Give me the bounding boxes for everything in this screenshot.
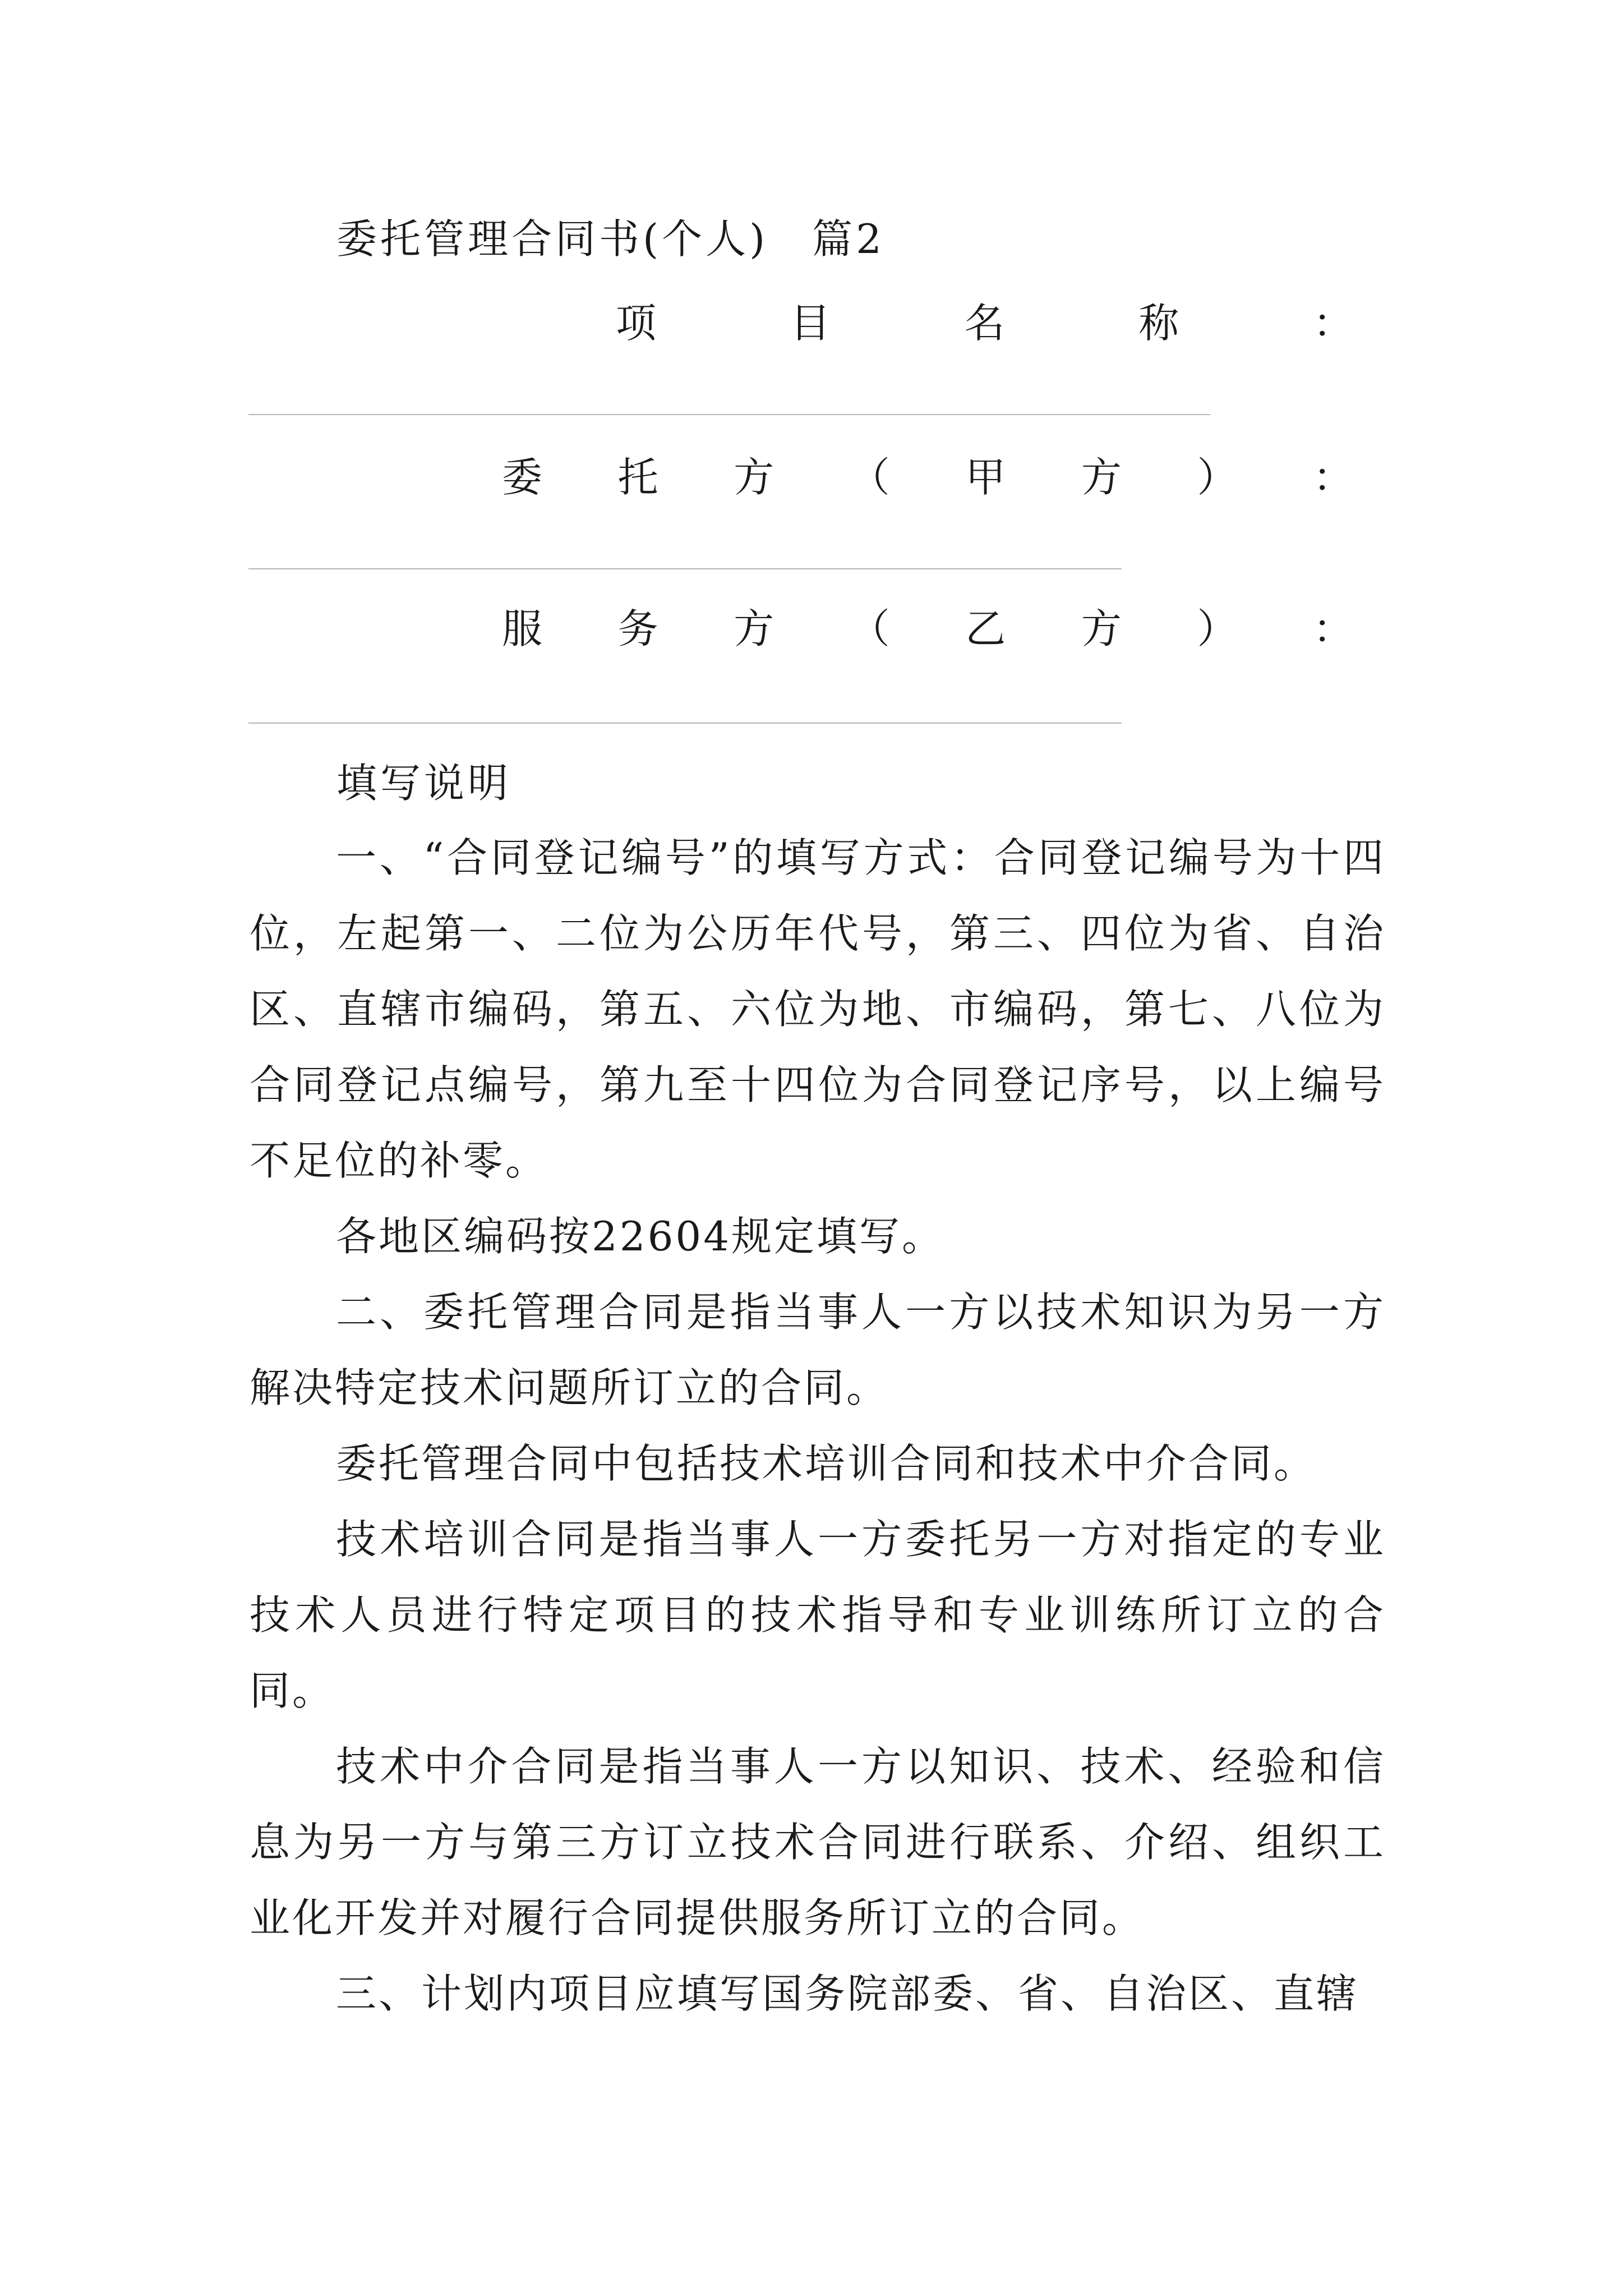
party-b-label-char: （ [849, 605, 890, 652]
party-a-label-char: 方 [734, 454, 774, 501]
party-b-label-char: 方 [734, 605, 774, 652]
instruction-paragraph-2: 各地区编码按22604规定填写。 [336, 1213, 945, 1260]
instruction-paragraph-5: 技术培训合同是指当事人一方委托另一方对指定的专业技术人员进行特定项目的技术指导和专业训练所订立的合同。 [250, 1516, 1386, 1714]
party-b-fill-line [248, 723, 1122, 724]
party-b-label-char: ： [1312, 605, 1353, 652]
project-label-char: ： [1312, 300, 1353, 347]
party-b-label [502, 605, 1353, 652]
party-b-label-char: 乙 [965, 605, 1006, 652]
project-label-char: 名 [964, 300, 1005, 347]
instruction-paragraph-1: 一、“合同登记编号”的填写方式：合同登记编号为十四位，左起第一、二位为公历年代号，第三、四位为省、自治区、直辖市编码，第五、六位为地、市编码，第七、八位为合同登记点编号，第九至十四位为合同登记序号，以上编号不足位的补零。 [250, 834, 1386, 1184]
party-a-label-char: 托 [617, 454, 658, 501]
instruction-paragraph-6: 技术中介合同是指当事人一方以知识、技术、经验和信息为另一方与第三方订立技术合同进行联系、介绍、组织工业化开发并对履行合同提供服务所订立的合同。 [250, 1743, 1386, 1941]
instruction-paragraph-3: 二、委托管理合同是指当事人一方以技术知识为另一方解决特定技术问题所订立的合同。 [250, 1289, 1386, 1411]
instruction-paragraph-4: 委托管理合同中包括技术培训合同和技术中介合同。 [336, 1440, 1317, 1487]
party-a-label [502, 454, 1353, 501]
instructions-heading: 填写说明 [336, 760, 512, 807]
party-b-label-char: 务 [617, 605, 658, 652]
project-label-char: 项 [616, 300, 657, 347]
party-a-label-char: 方 [1081, 454, 1122, 501]
party-a-label-char: 委 [502, 454, 543, 501]
document-title: 委托管理合同书(个人) 篇2 [336, 215, 885, 263]
project-name-fill-line [248, 414, 1210, 415]
project-name-label [616, 300, 1353, 347]
party-a-fill-line [248, 568, 1122, 569]
party-a-label-char: ） [1197, 454, 1238, 501]
party-a-label-char: ： [1312, 454, 1353, 501]
party-a-label-char: （ [849, 454, 890, 501]
party-b-label-char: 方 [1081, 605, 1122, 652]
project-label-char: 目 [790, 300, 831, 347]
party-b-label-char: ） [1197, 605, 1238, 652]
project-label-char: 称 [1138, 300, 1179, 347]
instruction-paragraph-7: 三、计划内项目应填写国务院部委、省、自治区、直辖 [336, 1970, 1359, 2017]
party-a-label-char: 甲 [965, 454, 1006, 501]
party-b-label-char: 服 [502, 605, 543, 652]
